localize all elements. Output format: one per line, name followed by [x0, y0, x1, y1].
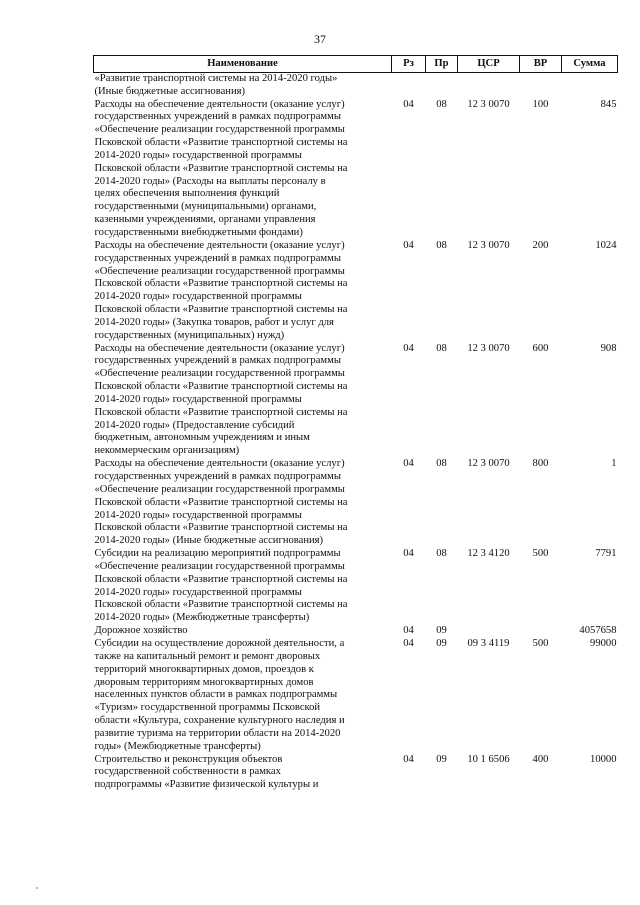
row-name-line: дворовым территориям многоквартирных домов — [94, 676, 314, 688]
row-pr: 09 — [436, 753, 447, 765]
row-vr — [520, 72, 562, 98]
row-name-line: «Обеспечение реализации государственной программы — [94, 124, 345, 136]
row-rz: 04 — [403, 753, 414, 765]
table-body — [94, 72, 618, 792]
row-vr: 500 — [532, 637, 549, 649]
row-name-line: государственных (муниципальных) нужд) — [94, 329, 285, 341]
row-name-line: 2014-2020 годы» государственной программы — [94, 509, 302, 521]
row-name-line: Псковской области «Развитие транспортной системы на — [94, 137, 348, 149]
row-name — [94, 343, 392, 459]
row-pr: 08 — [436, 239, 447, 251]
row-name-line: Псковской области «Развитие транспортной системы на — [94, 162, 348, 174]
row-name-line: 2014-2020 годы» государственной программы — [94, 291, 302, 303]
row-sum-value: 99000 — [590, 637, 617, 649]
row-name-line: Расходы на обеспечение деятельности (оказание услуг) — [94, 98, 345, 110]
row-csr: 12 3 0070 — [467, 342, 510, 354]
row-name-line: 2014-2020 годы» (Предоставление субсидий — [94, 419, 295, 431]
row-name-line: населенных пунктов области в рамках подпрограммы — [94, 689, 338, 701]
row-name — [94, 548, 392, 625]
table-row — [94, 625, 618, 638]
row-pr: 09 — [436, 637, 447, 649]
row-name — [94, 625, 392, 638]
row-sum — [562, 240, 618, 343]
row-name-line: 2014-2020 годы» (Закупка товаров, работ и услуг для — [94, 316, 334, 328]
row-name-line: целях обеспечения выполнения функций — [94, 188, 280, 200]
row-name — [94, 458, 392, 548]
row-sum — [562, 458, 618, 548]
row-pr: 08 — [436, 458, 447, 470]
row-name — [94, 72, 392, 98]
row-name-line: Псковской области «Развитие транспортной системы на — [94, 381, 348, 393]
row-name-line: 2014-2020 годы» (Расходы на выплаты персоналу в — [94, 175, 326, 187]
row-name-line: годы» (Межбюджетные трансферты) — [94, 740, 261, 752]
table-row — [94, 638, 618, 754]
row-name-line: «Обеспечение реализации государственной программы — [94, 483, 345, 495]
row-name-line: 2014-2020 годы» (Иные бюджетные ассигнования) — [94, 535, 324, 547]
row-sum — [562, 548, 618, 625]
row-name-line: казенными учреждениями, органами управления — [94, 214, 316, 226]
row-csr: 12 3 4120 — [467, 548, 510, 560]
table-row — [94, 458, 618, 548]
row-name-line: Псковской области «Развитие транспортной системы на — [94, 496, 348, 508]
row-name-line: «Обеспечение реализации государственной программы — [94, 368, 345, 380]
row-name-line: Расходы на обеспечение деятельности (оказание услуг) — [94, 239, 345, 251]
row-csr: 12 3 0070 — [467, 239, 510, 251]
row-name — [94, 754, 392, 793]
row-sum-value: 845 — [600, 98, 617, 110]
header-name: Наименование — [94, 56, 392, 73]
row-name-line: Псковской области «Развитие транспортной системы на — [94, 406, 348, 418]
row-name-line: также на капитальный ремонт и ремонт дворовых — [94, 650, 321, 662]
row-name-line: «Развитие транспортной системы на 2014-2020 годы» — [94, 72, 338, 84]
row-sum — [562, 99, 618, 240]
row-sum-value: 10000 — [590, 753, 617, 765]
row-csr: 12 3 0070 — [467, 458, 510, 470]
table-header-row — [94, 56, 618, 73]
row-name — [94, 240, 392, 343]
row-rz: 04 — [403, 548, 414, 560]
row-pr — [426, 72, 458, 98]
row-sum-value: 4057658 — [579, 625, 617, 637]
row-name-line: «Туризм» государственной программы Псковской — [94, 702, 321, 714]
row-name-line: «Обеспечение реализации государственной программы — [94, 560, 345, 572]
row-rz: 04 — [403, 637, 414, 649]
row-sum — [562, 343, 618, 459]
budget-table — [93, 55, 618, 792]
row-name-line: Псковской области «Развитие транспортной системы на — [94, 599, 348, 611]
row-name-line: подпрограммы «Развитие физической культуры и — [94, 779, 319, 791]
row-name — [94, 99, 392, 240]
table-row — [94, 240, 618, 343]
table-row — [94, 548, 618, 625]
row-name-line: 2014-2020 годы» государственной программы — [94, 149, 302, 161]
header-csr: ЦСР — [458, 56, 520, 73]
row-rz: 04 — [403, 239, 414, 251]
row-name — [94, 638, 392, 754]
row-sum-value: 7791 — [595, 548, 617, 560]
row-name-line: Псковской области «Развитие транспортной системы на — [94, 522, 348, 534]
row-name-line: территорий многоквартирных домов, проездов к — [94, 663, 314, 675]
row-sum — [562, 72, 618, 98]
row-pr: 08 — [436, 342, 447, 354]
table-row — [94, 99, 618, 240]
row-vr: 400 — [532, 753, 549, 765]
row-vr — [520, 625, 562, 638]
row-vr: 800 — [532, 458, 549, 470]
row-csr — [458, 72, 520, 98]
row-name-line: Строительство и реконструкция объектов — [94, 753, 283, 765]
row-pr: 08 — [436, 98, 447, 110]
row-name-line: развитие туризма на территории области на 2014-2020 — [94, 727, 341, 739]
row-sum-value: 1024 — [595, 239, 617, 251]
header-sum: Сумма — [562, 56, 618, 73]
header-vr: ВР — [520, 56, 562, 73]
row-csr: 09 3 4119 — [467, 637, 510, 649]
row-vr: 500 — [532, 548, 549, 560]
row-sum-value: 908 — [600, 342, 617, 354]
header-rz: Рз — [392, 56, 426, 73]
row-rz: 04 — [403, 625, 414, 637]
row-name-line: государственными внебюджетными фондами) — [94, 226, 303, 238]
row-sum — [562, 625, 618, 638]
row-sum — [562, 754, 618, 793]
row-name-line: Расходы на обеспечение деятельности (оказание услуг) — [94, 458, 345, 470]
row-vr: 100 — [532, 98, 549, 110]
row-name-line: Субсидии на реализацию мероприятий подпрограммы — [94, 548, 341, 560]
row-name-line: Псковской области «Развитие транспортной системы на — [94, 278, 348, 290]
row-name-line: государственных учреждений в рамках подпрограммы — [94, 252, 341, 264]
row-pr: 08 — [436, 548, 447, 560]
row-name-line: государственных учреждений в рамках подпрограммы — [94, 111, 341, 123]
row-pr: 09 — [436, 625, 447, 637]
row-name-line: государственной собственности в рамках — [94, 766, 281, 778]
row-name-line: государственными (муниципальными) органами, — [94, 201, 317, 213]
row-rz: 04 — [403, 458, 414, 470]
row-rz: 04 — [403, 98, 414, 110]
table-row — [94, 72, 618, 98]
row-name-line: Псковской области «Развитие транспортной системы на — [94, 304, 348, 316]
row-name-line: некоммерческим организациям) — [94, 445, 240, 457]
table-row — [94, 754, 618, 793]
row-name-line: (Иные бюджетные ассигнования) — [94, 85, 246, 97]
row-name-line: бюджетным, автономным учреждениям и иным — [94, 432, 310, 444]
row-name-line: государственных учреждений в рамках подпрограммы — [94, 355, 341, 367]
row-name-line: области «Культура, сохранение культурного наследия и — [94, 715, 345, 727]
header-pr: Пр — [426, 56, 458, 73]
row-rz: 04 — [403, 342, 414, 354]
row-name-line: 2014-2020 годы» государственной программы — [94, 393, 302, 405]
page-number: 37 — [314, 32, 326, 46]
row-name-line: государственных учреждений в рамках подпрограммы — [94, 471, 341, 482]
row-sum — [562, 638, 618, 754]
row-name-line: Дорожное хозяйство — [94, 625, 188, 637]
row-vr: 200 — [532, 239, 549, 251]
row-name-line: 2014-2020 годы» государственной программы — [94, 586, 302, 598]
row-name-line: 2014-2020 годы» (Межбюджетные трансферты) — [94, 612, 310, 624]
row-rz — [392, 72, 426, 98]
row-vr: 600 — [532, 342, 549, 354]
scan-speck — [36, 887, 38, 889]
row-name-line: Субсидии на осуществление дорожной деятельности, а — [94, 637, 345, 649]
row-name-line: «Обеспечение реализации государственной программы — [94, 265, 345, 277]
row-csr: 10 1 6506 — [467, 753, 510, 765]
row-name-line: Псковской области «Развитие транспортной системы на — [94, 573, 348, 585]
row-sum-value: 1 — [611, 458, 617, 470]
table-row — [94, 343, 618, 459]
row-csr: 12 3 0070 — [467, 98, 510, 110]
row-name-line: Расходы на обеспечение деятельности (оказание услуг) — [94, 342, 345, 354]
row-csr — [458, 625, 520, 638]
